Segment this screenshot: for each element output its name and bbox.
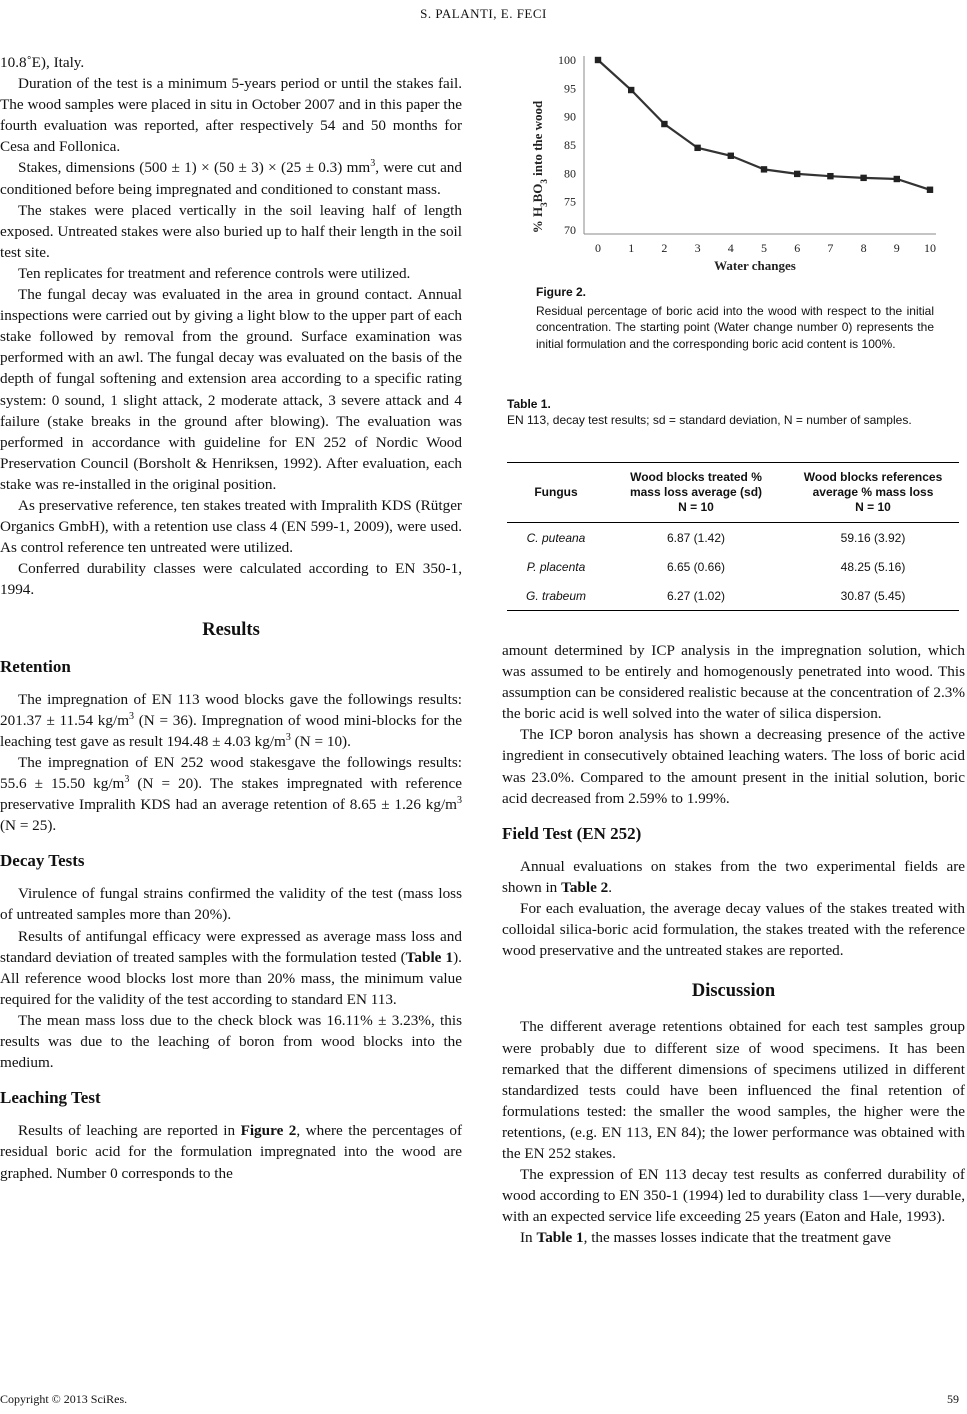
paragraph: Annual evaluations on stakes from the two experimental fields are shown in Table 2. <box>502 857 965 896</box>
cell-fungus: P. placenta <box>526 559 586 574</box>
left-column <box>0 52 462 1184</box>
paragraph: Stakes, dimensions (500 ± 1) × (50 ± 3) × (25 ± 0.3) $mm^3$, were cut and conditioned before being impregnated and conditioned to constant mass. <box>0 158 462 198</box>
series-points <box>595 57 933 193</box>
cell-treated: 6.27 (1.02) <box>605 581 787 611</box>
paragraph: In Table 1, the masses losses indicate that the treatment gave <box>520 1229 892 1247</box>
paragraph: The ICP boron analysis has shown a decreasing presence of the active ingredient in consecutively obtained leaching waters. The loss of boric acid was 23.0%. Compared to the amount present in the initial solution, boric acid decreased from 2.59% to 1.99%. <box>502 726 965 807</box>
y-tick-label: 90 <box>564 109 576 124</box>
x-tick-labels <box>595 241 936 255</box>
y-tick-label: 80 <box>564 166 576 181</box>
right-column <box>502 640 965 1248</box>
cell-fungus: G. trabeum <box>507 581 605 611</box>
data-point <box>628 87 634 93</box>
cell-treated: 6.65 (0.66) <box>666 559 726 574</box>
data-point <box>761 166 767 172</box>
cell-treated: 6.87 (1.42) <box>666 530 726 545</box>
column-header-fungus: Fungus <box>507 463 605 523</box>
x-tick-label: 4 <box>727 241 734 255</box>
cell-reference: 48.25 (5.16) <box>840 559 906 574</box>
y-tick-labels <box>558 53 576 237</box>
paragraph: Results of leaching are reported in Figure 2, where the percentages of residual boric acid for the formulation impregnated into the wood are graphed. Number 0 corresponds to the <box>0 1122 463 1182</box>
x-tick-label: 8 <box>860 241 867 255</box>
x-axis-label: Water changes <box>714 258 796 273</box>
data-point <box>595 57 601 63</box>
figure-caption <box>536 284 934 352</box>
y-tick-label: 75 <box>564 194 576 209</box>
paragraph: The expression of EN 113 decay test results as conferred durability of wood according to EN 350-1 (1994) led to durability class 1—very durable, with an expected service life exceeding 25 years (Eaton and Hale, 1993). <box>502 1166 965 1226</box>
table-caption-title: Table 1. <box>507 397 551 411</box>
x-tick-label: 1 <box>628 241 635 255</box>
y-axis-label: % $H_3BO_3$ into the wood <box>530 100 549 234</box>
table-header-row <box>507 463 959 523</box>
column-header-reference: Wood blocks references average % mass loss N = 10 <box>787 463 959 523</box>
paragraph: Results of antifungal efficacy were expressed as average mass loss and standard deviation of treated samples with the formulation tested (Table 1). All reference wood blocks lost more than 20% mass, the minimum value required for the validity of the test according to standard EN 113. <box>0 927 462 1008</box>
subsection-heading-retention: Retention <box>0 656 71 676</box>
paragraph: The fungal decay was evaluated in the area in ground contact. Annual inspections were carried out by giving a light blow to the upper part of each stake followed by removal from the ground. Surface examination was performed with an awl. The fungal decay was evaluated on the basis of the depth of fungal softening and extension area according to a specific rating system: 0 sound, 1 slight attack, 2 moderate attack, 3 severe attack and 4 failure (stake breaks in the ground after blowing). The evaluation was performed in accordance with guideline for EN 252 of Nordic Wood Preservation Council (Borsholt & Henriksen, 1992). After evaluation, each stake was re-installed in the original position. <box>0 286 462 493</box>
table-reference-link[interactable]: Table 1 <box>536 1229 584 1247</box>
table-row <box>507 552 959 581</box>
x-tick-label: 9 <box>893 241 900 255</box>
paragraph: 10.8˚E), Italy. <box>0 54 85 71</box>
paragraph: The mean mass loss due to the check block was 16.11% ± 3.23%, this results was due to the leaching of boron from wood blocks into the medium. <box>0 1011 462 1072</box>
table-row <box>507 523 959 553</box>
section-heading-results: Results <box>202 620 260 641</box>
paragraph: The different average retentions obtained for each test samples group were probably due to different size of wood specimens. It has been remarked that the different dimensions of specimens utilized in different standardized tests could have been influenced the final retention of formulations tested: the smaller the wood samples, the higher were the retentions, (e.g. EN 113, EN 84); the lower performance was obtained with the EN 252 stakes. <box>502 1018 965 1162</box>
data-point <box>827 173 833 179</box>
data-point <box>728 153 734 159</box>
paragraph: Duration of the test is a minimum 5-years period or until the stakes fail. The wood samples were placed in situ in October 2007 and in this paper the fourth evaluation was reported, after respectively 54 and 50 months for Cesa and Follonica. <box>0 75 462 156</box>
copyright-footer: Copyright © 2013 SciRes. <box>0 1392 128 1406</box>
paragraph: As preservative reference, ten stakes treated with Impralith KDS (Rütger Organics GmbH), with a retention use class 4 (EN 599-1, 2009), were used. As control reference ten untreated were utilized. <box>0 496 462 557</box>
table-caption-text: EN 113, decay test results; sd = standard deviation, N = number of samples. <box>507 413 912 427</box>
x-tick-label: 3 <box>694 241 701 255</box>
table-1 <box>507 462 959 611</box>
y-tick-label: 95 <box>564 81 576 96</box>
paragraph: For each evaluation, the average decay values of the stakes treated with colloidal silica-boric acid formulation, the stakes treated with the reference wood preservative and the untreated stakes are reported. <box>502 900 965 960</box>
paragraph: The impregnation of EN 252 wood stakesgave the followings results: 55.6 ± 15.50 $kg/m^3$ (N = 20). The stakes impregnated with reference preservative Impralith KDS had an average retention of 8.65 ± 1.26 $kg/m^3$ (N = 25). <box>0 753 462 835</box>
cell-fungus: C. puteana <box>526 530 586 545</box>
line-chart <box>530 52 940 284</box>
table-reference-link[interactable]: Table 2 <box>561 878 609 896</box>
x-tick-label: 0 <box>595 241 601 255</box>
table-reference-link[interactable]: Table 1 <box>405 948 454 966</box>
paragraph: The impregnation of EN 113 wood blocks gave the followings results: 201.37 ± 11.54 $kg/m^3$ (N = 36). Impregnation of wood mini-blocks for the leaching test gave as result 194.48 ± 4.03 $kg/m^3$ (N = 10). <box>0 690 462 750</box>
cell-reference: 59.16 (3.92) <box>840 530 906 545</box>
x-tick-label: 6 <box>794 241 801 255</box>
subsection-heading-leaching-test: Leaching Test <box>0 1088 101 1108</box>
paragraph: Conferred durability classes were calculated according to EN 350-1, 1994. <box>0 560 462 599</box>
table-row <box>507 581 959 611</box>
y-tick-label: 85 <box>564 138 576 152</box>
chart-axes <box>584 56 936 234</box>
figure-caption-title: Figure 2. <box>536 285 587 299</box>
paragraph: amount determined by ICP analysis in the impregnation solution, which was assumed to be entirely and homogenously penetrated into wood. This assumption can be considered realistic because at the concentration of 2.3% the boric acid is well solved into the water of silica dispersion. <box>502 642 965 723</box>
y-tick-label: 100 <box>558 53 576 67</box>
paragraph: Virulence of fungal strains confirmed the validity of the test (mass loss of untreated samples more than 20%). <box>0 885 462 924</box>
x-tick-label: 7 <box>827 241 834 255</box>
page-number: 59 <box>947 1392 959 1406</box>
figure-reference-link[interactable]: Figure 2 <box>240 1122 297 1140</box>
section-heading-discussion: Discussion <box>691 981 776 1002</box>
data-point <box>927 187 933 193</box>
paragraph: The stakes were placed vertically in the soil leaving half of length exposed. Untreated stakes were also buried up to half their length in the soil test site. <box>0 201 462 261</box>
figure-caption-text: Residual percentage of boric acid into the wood with respect to the initial concentration. The starting point (Water change number 0) represents the initial formulation and the corresponding boric acid content is 100%. <box>536 303 934 351</box>
data-point <box>694 145 700 151</box>
paragraph: Ten replicates for treatment and reference controls were utilized. <box>18 264 411 282</box>
y-tick-label: 70 <box>564 223 576 237</box>
figure-2-chart <box>530 52 940 284</box>
x-tick-label: 10 <box>924 241 936 255</box>
x-tick-label: 2 <box>661 241 668 255</box>
data-point <box>661 121 667 127</box>
running-header: S. PALANTI, E. FECI <box>420 6 547 21</box>
table-caption <box>507 396 963 428</box>
column-header-treated: Wood blocks treated % mass loss average (sd) N = 10 <box>605 463 787 523</box>
data-point <box>894 176 900 182</box>
data-point <box>860 175 866 181</box>
x-tick-label: 5 <box>761 241 767 255</box>
subsection-heading-field-test: Field Test (EN 252) <box>502 823 642 843</box>
cell-reference: 30.87 (5.45) <box>787 581 959 611</box>
subsection-heading-decay-tests: Decay Tests <box>0 851 85 871</box>
data-point <box>794 171 800 177</box>
